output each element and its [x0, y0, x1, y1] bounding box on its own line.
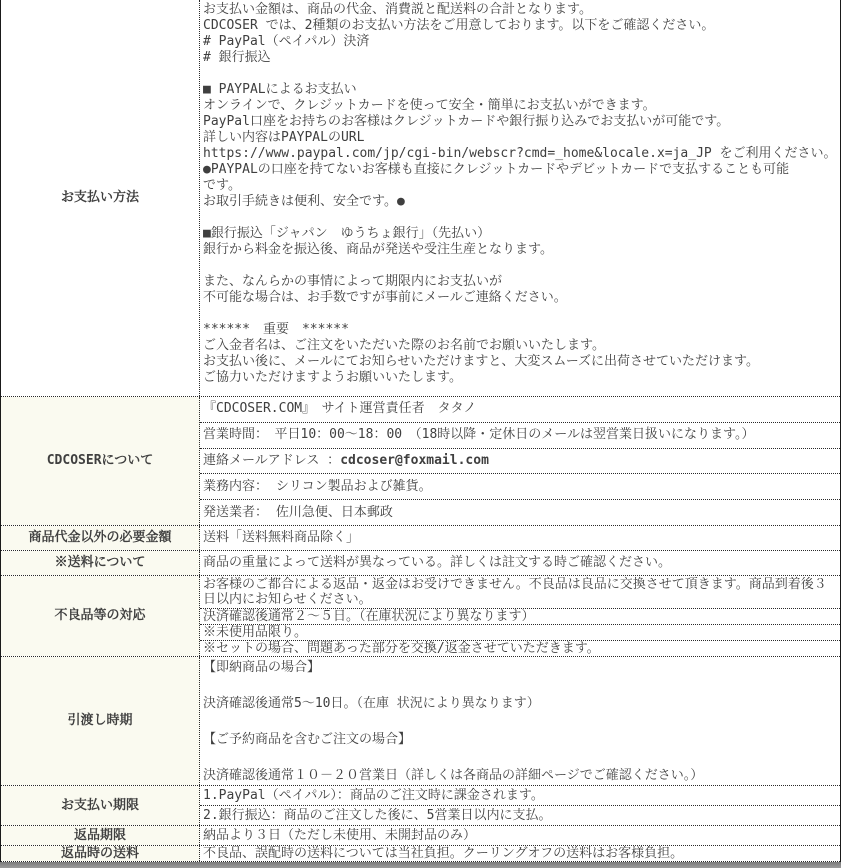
row-header-about: CDCOSERについて	[1, 397, 200, 525]
text-line	[203, 210, 838, 226]
defects-set-policy-row	[200, 641, 840, 656]
row-header-shipping-note: ※送料について	[1, 551, 200, 575]
extra-fees-text: 送料「送料無料商品除く」	[203, 530, 360, 545]
section-payment-method	[1, 0, 840, 397]
text-line: https://www.paypal.com/jp/cgi-bin/webscr?cmd=_home&locale.x=ja_JP をご利用ください。	[203, 146, 837, 161]
text-line: 銀行から料金を振込後、商品が発送や受注生産となります。	[203, 242, 553, 257]
defects-set-policy-text: ※セットの場合、問題あった部分を交換/返金させていただきます。	[203, 641, 600, 656]
return-deadline-text: 納品より３日（ただし未使用、未開封品のみ）	[203, 827, 477, 843]
text-line: # 銀行振込	[203, 50, 271, 65]
about-business-row	[200, 474, 840, 500]
delivery-time-text	[200, 657, 840, 785]
section-about	[1, 397, 840, 526]
text-line	[203, 713, 838, 731]
text-line: です。	[203, 178, 241, 193]
site-operator-text: 『CDCOSER.COM』 サイト運営責任者 タタノ	[203, 401, 477, 417]
about-hours-row	[200, 423, 840, 449]
section-defects	[1, 576, 840, 657]
defects-exchange-time-text: 決済確認後通常２～５日。（在庫状況により異なります）	[203, 609, 535, 624]
text-line: お支払い後に、メールにてお知らせいただけますと、大変スムーズに出荷させていただけます。	[203, 354, 760, 369]
business-hours-text: 営業時間： 平日10：00～18：00 （18時以降・定休日のメールは翌営業日扱いになります。）	[203, 427, 755, 443]
text-line: PayPal口座をお持ちのお客様はクレジットカードや銀行振り込みでお支払いが可能です。	[203, 114, 730, 129]
payment-deadline-bank-row	[200, 806, 840, 825]
text-line: 【即納商品の場合】	[203, 660, 321, 675]
shipping-carriers-text: 発送業者： 佐川急便、日本郵政	[203, 504, 393, 520]
row-header-return-shipping: 返品時の送料	[1, 846, 200, 861]
payment-method-text	[200, 0, 840, 386]
business-description-text: 業務内容： シリコン製品および雑貨。	[203, 478, 432, 494]
section-return-deadline	[1, 826, 840, 846]
text-line: ■銀行振込「ジャパン ゆうちょ銀行」（先払い）	[203, 226, 491, 241]
defects-exchange-time-row	[200, 609, 840, 625]
return-deadline-row	[200, 826, 840, 845]
section-payment-deadline	[1, 786, 840, 826]
text-line: 詳しい内容はPAYPALのURL	[203, 130, 365, 145]
text-line: オンラインで、クレジットカードを使って安全・簡単にお支払いができます。	[203, 98, 656, 113]
section-delivery-time	[1, 657, 840, 786]
row-header-defects: 不良品等の対応	[1, 576, 200, 656]
section-extra-fees	[1, 526, 840, 551]
defects-policy-text: お客様のご都合による返品・返金はお受けできません。不良品は良品に交換させて頂きます。商品到着後３日以内にお知らせください。	[203, 577, 827, 607]
text-line: お支払い金額は、商品の代金、消費説と配送料の合計となります。	[203, 2, 592, 17]
defects-unused-only-row	[200, 625, 840, 641]
payment-deadline-bank-text: 2.銀行振込：商品のご注文した後に、5営業日以内に支払。	[203, 807, 552, 823]
text-line	[203, 258, 838, 274]
row-header-return-deadline: 返品期限	[1, 826, 200, 845]
payment-deadline-paypal-row	[200, 786, 840, 806]
contact-email: cdcoser@foxmail.com	[340, 452, 489, 468]
text-line: # PayPal（ペイパル）決済	[203, 34, 370, 49]
shipping-note-row	[200, 551, 840, 575]
text-line: ご協力いただけますようお願いいたします。	[203, 370, 462, 385]
text-line: 【ご予約商品を含むご注文の場合】	[203, 732, 412, 747]
section-return-shipping	[1, 846, 840, 862]
row-header-delivery-time: 引渡し時期	[1, 657, 200, 785]
contact-label: 連絡メールアドレス ：	[203, 452, 341, 468]
bottom-gray-bar	[0, 862, 841, 868]
text-line	[203, 677, 838, 695]
text-line: また、なんらかの事情によって期限内にお支払いが	[203, 274, 503, 289]
about-shipper-row	[200, 500, 840, 525]
section-shipping-note	[1, 551, 840, 576]
shipping-note-text: 商品の重量によって送料が異なっている。詳しくは註文する時ご確認ください。	[203, 555, 672, 570]
return-shipping-row	[200, 846, 840, 861]
row-header-extra-fees: 商品代金以外の必要金額	[1, 526, 200, 550]
payment-deadline-paypal-text: 1.PayPal（ペイパル）：商品のご注文時に課金されます。	[203, 787, 544, 803]
defects-policy-row	[200, 576, 840, 609]
defects-unused-only-text: ※未使用品限り。	[203, 625, 308, 640]
extra-fees-row	[200, 526, 840, 550]
text-line: 不可能な場合は、お手数ですが事前にメールご連絡ください。	[203, 290, 567, 305]
text-line	[203, 749, 838, 767]
row-header-payment-method: お支払い方法	[1, 0, 200, 396]
text-line	[203, 306, 838, 322]
about-contact-row	[200, 449, 840, 475]
text-line: 決済確認後通常１０－２０営業日（詳しくは各商品の詳細ページでご確認ください。）	[203, 768, 704, 783]
about-site-row	[200, 397, 840, 423]
text-line: お取引手続きは便利、安全です。●	[203, 194, 405, 209]
text-line	[203, 66, 838, 82]
text-line: ****** 重要 ******	[203, 322, 349, 337]
row-header-payment-deadline: お支払い期限	[1, 786, 200, 825]
text-line: ご入金者名は、ご注文をいただいた際のお名前でお願いいたします。	[203, 338, 605, 353]
return-shipping-text: 不良品、誤配時の送料については当社負担。クーリングオフの送料はお客様負担。	[203, 846, 684, 861]
text-line: 決済確認後通常5～10日。（在庫 状況により異なります）	[203, 696, 540, 711]
text-line: CDCOSER では、2種類のお支払い方法をご用意しております。以下をご確認ください。	[203, 18, 715, 33]
text-line: ●PAYPALの口座を持てないお客様も直接にクレジットカードやデビットカードで支払することも可能	[203, 162, 790, 177]
text-line: ■ PAYPALによるお支払い	[203, 82, 357, 97]
